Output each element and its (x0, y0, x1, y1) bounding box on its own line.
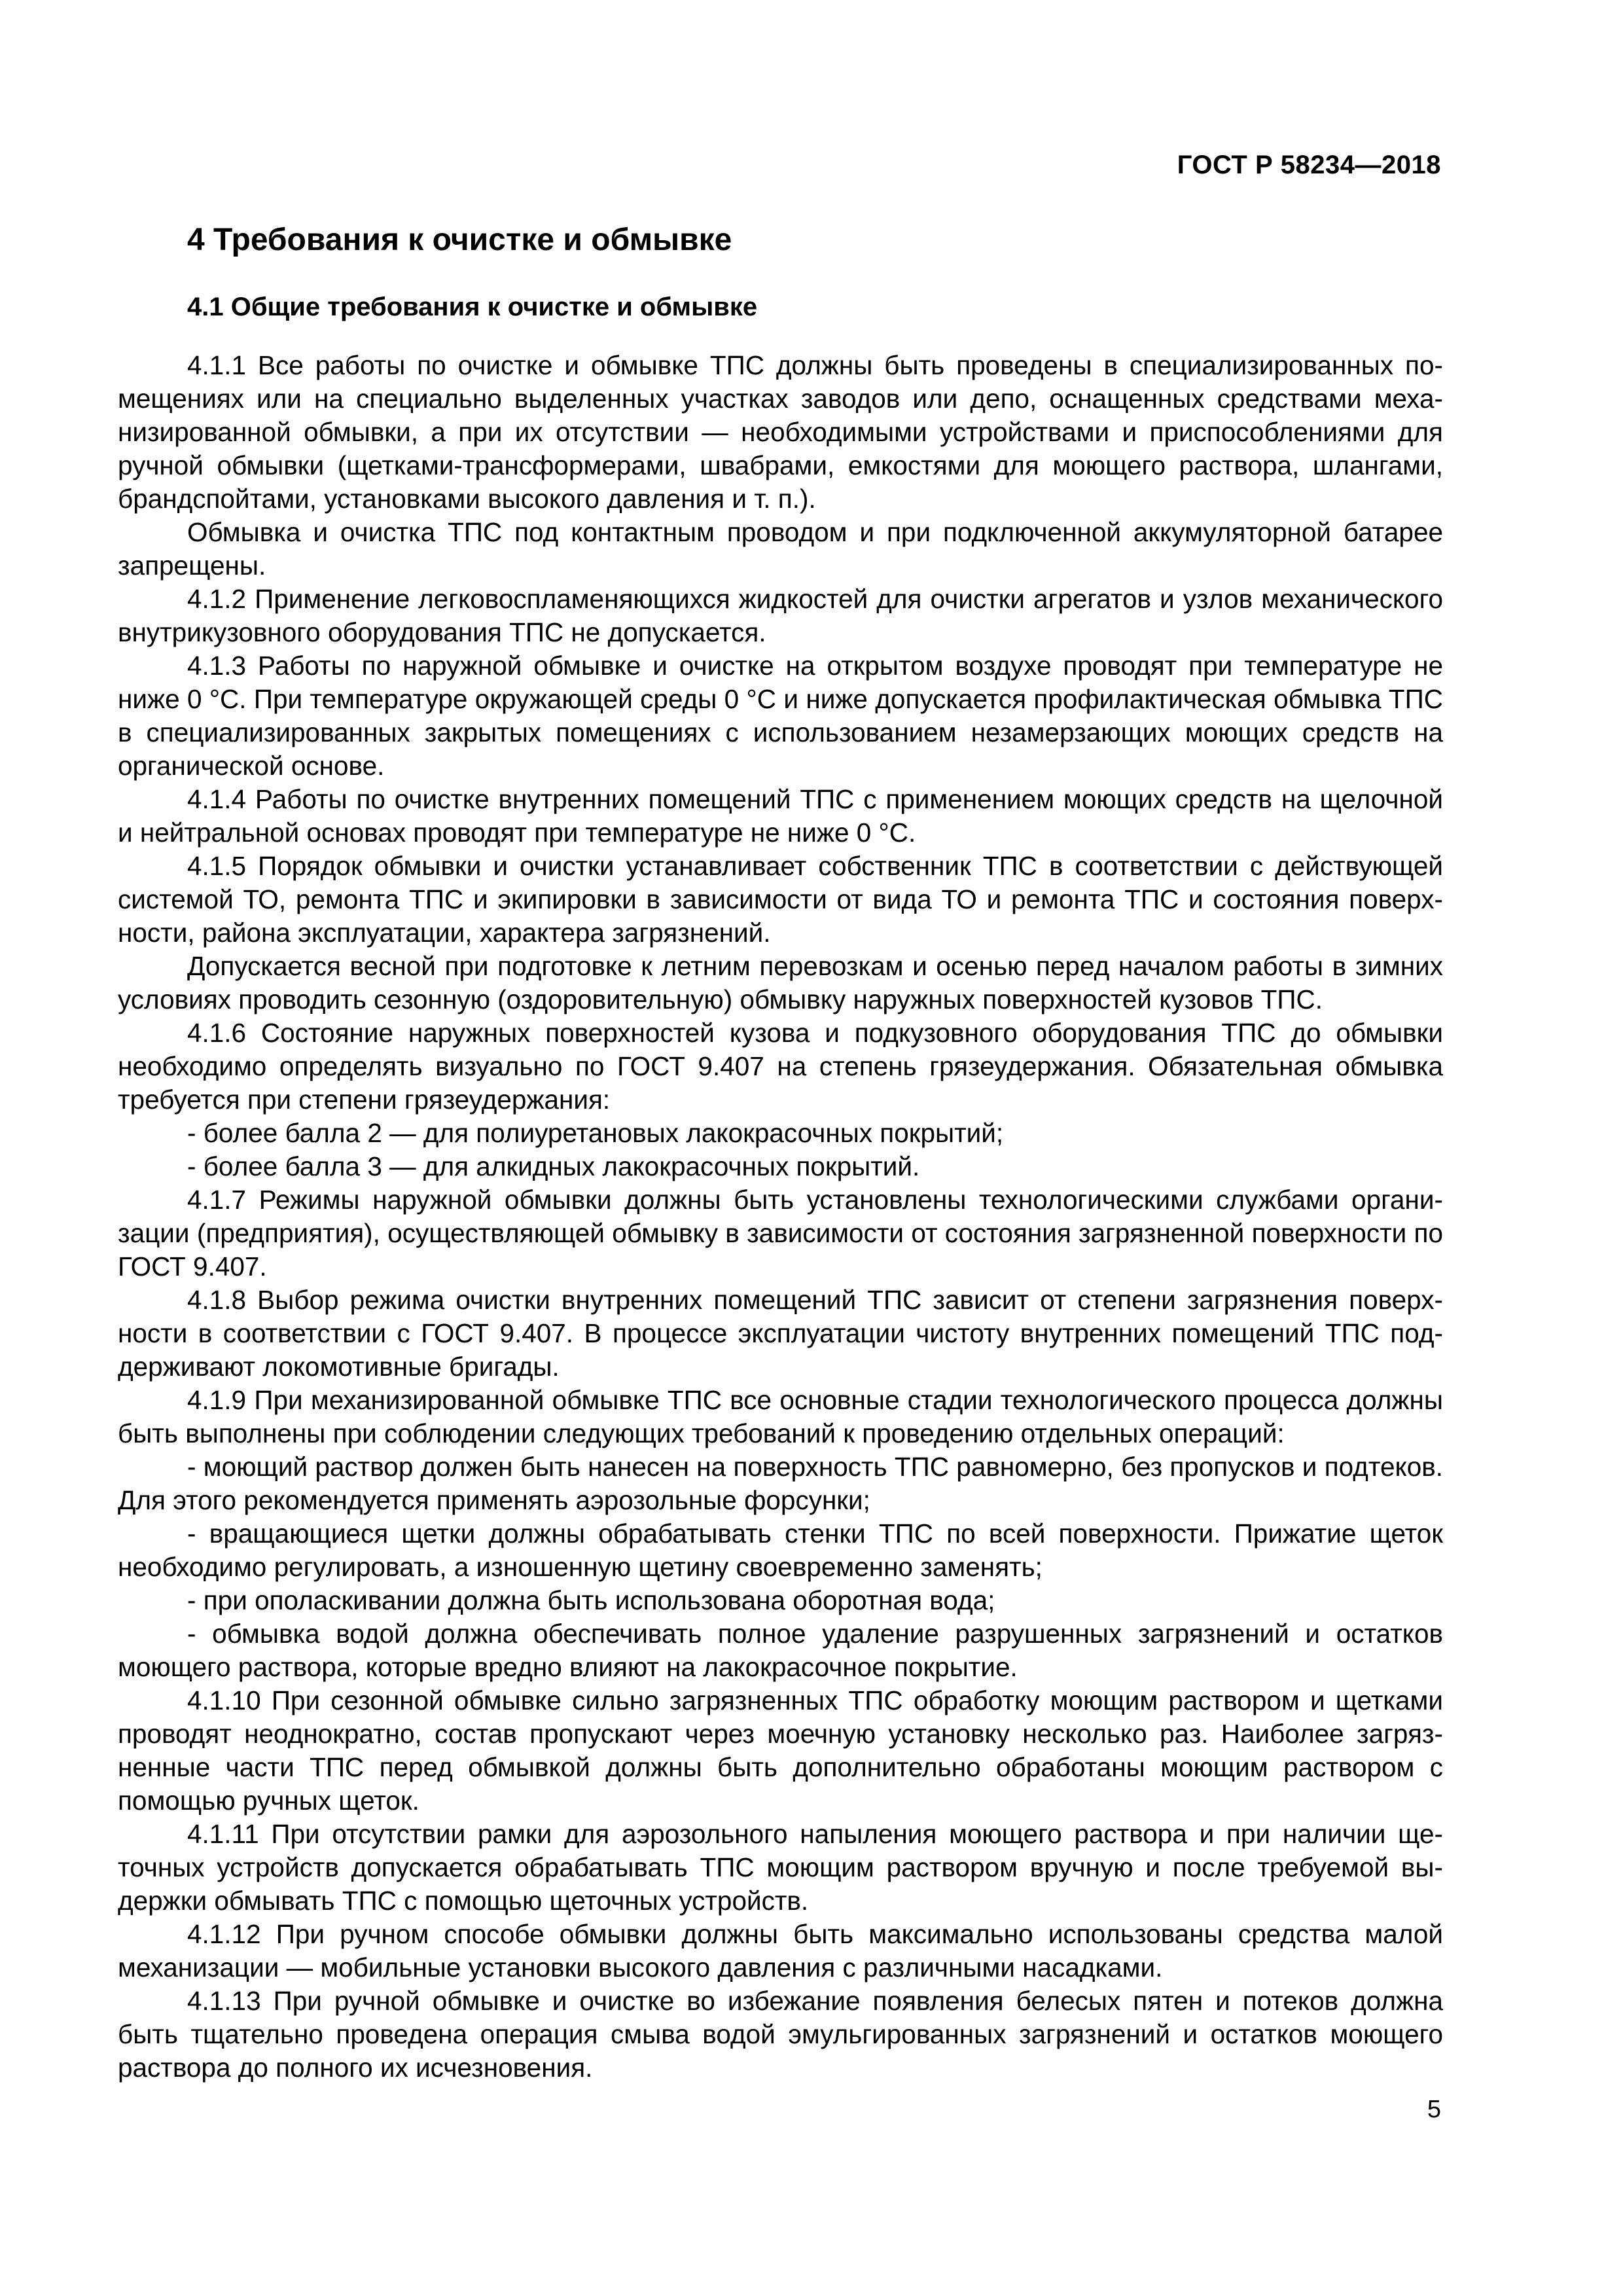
paragraph-4-1-1: 4.1.1 Все работы по очистке и обмывке ТПС должны быть проведены в специализированных помещениях или на специально выделенных участках заводов или депо, оснащенных средствами механизированной обмывки, а при их отсутствии — необходимыми устройствами и приспособлениями для ручной обмывки (щетками-трансформерами, швабрами, емкостями для моющего раствора, шлангами, брандспойтами, установками высокого давления и т. п.). (118, 350, 1443, 514)
paragraph-washing-prohibition: Обмывка и очистка ТПС под контактным проводом и при подключенной аккумуляторной батарее запрещены. (118, 517, 1443, 581)
standard-code: ГОСТ Р 58234—2018 (1177, 151, 1441, 179)
paragraph-4-1-13: 4.1.13 При ручной обмывке и очистке во избежание появления белесых пятен и потеков должна быть тщательно проведена операция смыва водой эмульгированных загрязнений и остатков моющего раствора до полного их исчезновения. (118, 1986, 1443, 2083)
paragraph-seasonal-washing: Допускается весной при подготовке к летним перевозкам и осенью перед началом работы в зимних условиях проводить сезонную (оздоровительную) обмывку наружных поверхностей кузовов ТПС. (118, 951, 1443, 1014)
paragraph-4-1-6: 4.1.6 Состояние наружных поверхностей кузова и подкузовного оборудования ТПС до обмывки необходимо определять визуально по ГОСТ 9.407 на степень грязеудержания. Обязательная обмывка требуется при степени грязеудержания: (118, 1018, 1443, 1115)
subsection-title: 4.1 Общие требования к очистке и обмывке (187, 293, 758, 321)
paragraph-4-1-3: 4.1.3 Работы по наружной обмывке и очистке на открытом воздухе проводят при температуре не ниже 0 °С. При температуре окружающей среды 0 °С и ниже допускается профилактическая обмывка ТПС в специализированных закрытых помещениях с использованием незамерзающих моющих средств на органической основе. (118, 651, 1443, 781)
list-item-polyurethane: - более балла 2 — для полиуретановых лакокрасочных покрытий; (187, 1118, 1004, 1148)
page-content (118, 219, 1443, 2085)
list-item-detergent-application: - моющий раствор должен быть нанесен на поверхность ТПС равномерно, без пропусков и подтеков. Для этого рекомендуется применять аэрозольные форсунки; (118, 1452, 1443, 1515)
paragraph-4-1-5: 4.1.5 Порядок обмывки и очистки устанавливает собственник ТПС в соответствии с действующей системой ТО, ремонта ТПС и экипировки в зависимости от вида ТО и ремонта ТПС и состояния поверхности, района эксплуатации, характера загрязнений. (118, 851, 1443, 948)
paragraph-4-1-10: 4.1.10 При сезонной обмывке сильно загрязненных ТПС обработку моющим раствором и щетками проводят неоднократно, состав пропускают через моечную установку несколько раз. Наиболее загрязненные части ТПС перед обмывкой должны быть дополнительно обработаны моющим раствором с помощью ручных щеток. (118, 1685, 1443, 1816)
paragraph-4-1-11: 4.1.11 При отсутствии рамки для аэрозольного напыления моющего раствора и при наличии щеточных устройств допускается обрабатывать ТПС моющим раствором вручную и после требуемой выдержки обмывать ТПС с помощью щеточных устройств. (118, 1819, 1443, 1916)
page-number: 5 (1427, 2096, 1441, 2123)
paragraph-4-1-4: 4.1.4 Работы по очистке внутренних помещений ТПС с применением моющих средств на щелочной и нейтральной основах проводят при температуре не ниже 0 °С. (118, 784, 1443, 848)
list-item-rotating-brushes: - вращающиеся щетки должны обрабатывать стенки ТПС по всей поверхности. Прижатие щеток необходимо регулировать, а изношенную щетину своевременно заменять; (118, 1518, 1443, 1582)
paragraph-4-1-9: 4.1.9 При механизированной обмывке ТПС все основные стадии технологического процесса должны быть выполнены при соблюдении следующих требований к проведению отдельных операций: (118, 1385, 1443, 1448)
paragraph-4-1-2: 4.1.2 Применение легковоспламеняющихся жидкостей для очистки агрегатов и узлов механического внутрикузовного оборудования ТПС не допускается. (118, 584, 1443, 647)
list-item-recycled-water: - при ополаскивании должна быть использована оборотная вода; (187, 1585, 995, 1615)
paragraph-4-1-7: 4.1.7 Режимы наружной обмывки должны быть установлены технологическими службами организации (предприятия), осуществляющей обмывку в зависимости от состояния загрязненной поверхности по ГОСТ 9.407. (118, 1185, 1443, 1282)
paragraph-4-1-8: 4.1.8 Выбор режима очистки внутренних помещений ТПС зависит от степени загрязнения поверхности в соответствии с ГОСТ 9.407. В процессе эксплуатации чистоту внутренних помещений ТПС поддерживают локомотивные бригады. (118, 1285, 1443, 1382)
list-item-water-rinse: - обмывка водой должна обеспечивать полное удаление разрушенных загрязнений и остатков моющего раствора, которые вредно влияют на лакокрасочное покрытие. (118, 1619, 1443, 1682)
list-item-alkyd: - более балла 3 — для алкидных лакокрасочных покрытий. (187, 1151, 920, 1181)
section-title: 4 Требования к очистке и обмывке (187, 223, 732, 257)
paragraph-4-1-12: 4.1.12 При ручном способе обмывки должны быть максимально использованы средства малой механизации — мобильные установки высокого давления с различными насадками. (118, 1919, 1443, 1982)
